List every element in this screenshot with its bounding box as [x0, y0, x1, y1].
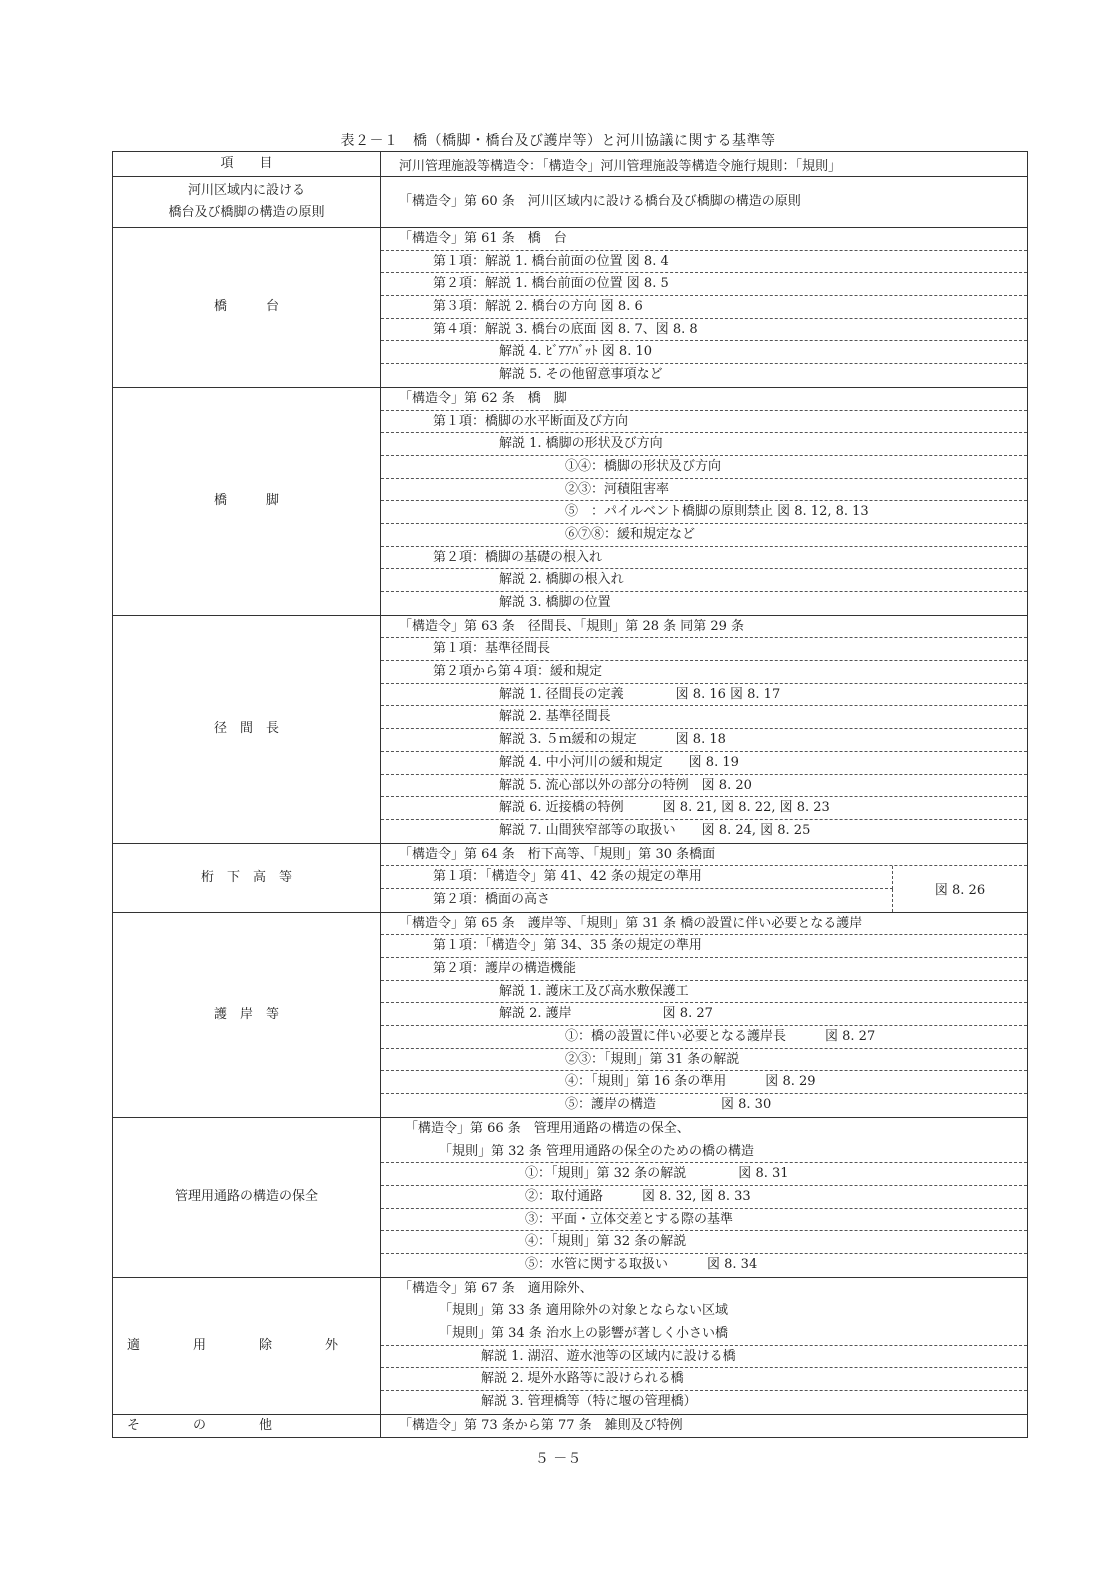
content-line: 解説 6. 近接橋の特例 図 8. 21, 図 8. 22, 図 8. 23: [381, 797, 1027, 820]
table-header-row: [113, 152, 1028, 177]
content-line: 「構造令」第 65 条 護岸等、「規則」第 31 条 橋の設置に伴い必要となる護岸: [381, 913, 1027, 936]
content-line: 第１項：基準径間長: [381, 638, 1027, 661]
content-line: 「構造令」第 62 条 橋 脚: [381, 388, 1027, 411]
row-content-pier: [381, 387, 1028, 615]
content-line: ②③：「規則」第 31 条の解説: [381, 1049, 1027, 1072]
content-line: 「規則」第 34 条 治水上の影響が著しく小さい橋: [381, 1323, 1027, 1346]
row-label-pier: 橋 脚: [113, 387, 381, 615]
header-item-cell: 項 目: [113, 152, 381, 177]
content-line: ③：平面・立体交差とする際の基準: [381, 1209, 1027, 1232]
content-line: 「構造令」第 66 条 管理用通路の構造の保全、: [405, 1120, 690, 1136]
row-label-other: そ の 他: [113, 1414, 381, 1438]
content-line: 解説 4. ﾋﾞｱｱﾊﾞｯﾄ 図 8. 10: [381, 341, 1027, 364]
table-row: [113, 1117, 1028, 1277]
row-label-exemption: 適 用 除 外: [113, 1277, 381, 1414]
content-line: ①④：橋脚の形状及び方向: [381, 456, 1027, 479]
clearance-subrows: [381, 866, 1027, 911]
content-line: ②③：河積阻害率: [381, 479, 1027, 502]
content-line: ①：橋の設置に伴い必要となる護岸長 図 8. 27: [381, 1026, 1027, 1049]
content-line: 解説 2. 護岸 図 8. 27: [381, 1003, 1027, 1026]
row-content-clearance: [381, 843, 1028, 912]
content-line: ⑤：護岸の構造 図 8. 30: [565, 1097, 772, 1113]
content-line: 第２項：橋脚の基礎の根入れ: [381, 547, 1027, 570]
content-line: 解説 2. 堤外水路等に設けられる橋: [381, 1368, 1027, 1391]
content-line: ④：「規則」第 32 条の解説: [381, 1231, 1027, 1254]
content-line: 第１項：解説 1. 橋台前面の位置 図 8. 4: [381, 251, 1027, 274]
row-label-abutment: 橋 台: [113, 228, 381, 388]
content-line: 解説 3. ５ｍ緩和の規定 図 8. 18: [381, 729, 1027, 752]
table-row: [113, 228, 1028, 388]
content-line: 第１項：「構造令」第 34、35 条の規定の準用: [381, 935, 1027, 958]
content-line: 「構造令」第 61 条 橋 台: [381, 228, 1027, 251]
page-number: ５ －５: [534, 1451, 582, 1467]
row-label-maintenance-road: 管理用通路の構造の保全: [113, 1117, 381, 1277]
content-line: 解説 1. 湖沼、遊水池等の区域内に設ける橋: [381, 1346, 1027, 1369]
table-row: [113, 1277, 1028, 1414]
content-line: 第２項：護岸の構造機能: [381, 958, 1027, 981]
content-line: 解説 3. 橋脚の位置: [499, 595, 611, 610]
content-line: 解説 1. 護床工及び高水敷保護工: [381, 981, 1027, 1004]
content-line: 第１項：「構造令」第 41、42 条の規定の準用: [381, 866, 893, 889]
header-abbrev-cell: 河川管理施設等構造令：「構造令」河川管理施設等構造令施行規則：「規則」: [381, 152, 1028, 177]
row-content-abutment: [381, 228, 1028, 388]
table-row: [113, 387, 1028, 615]
content-line: ①：「規則」第 32 条の解説 図 8. 31: [381, 1163, 1027, 1186]
table-row: [113, 177, 1028, 228]
table-row: [113, 843, 1028, 912]
content-line: 第４項：解説 3. 橋台の底面 図 8. 7、図 8. 8: [381, 319, 1027, 342]
content-line: 「構造令」第 64 条 桁下高等、「規則」第 30 条橋面: [381, 844, 1027, 867]
content-line: ④：「規則」第 16 条の準用 図 8. 29: [381, 1071, 1027, 1094]
content-line: 解説 1. 橋脚の形状及び方向: [381, 433, 1027, 456]
content-line: 「規則」第 33 条 適用除外の対象とならない区域: [439, 1303, 728, 1319]
content-line: 解説 4. 中小河川の緩和規定 図 8. 19: [381, 752, 1027, 775]
content-line: ⑤：水管に関する取扱い 図 8. 34: [525, 1256, 758, 1272]
content-line: 解説 7. 山間狭窄部等の取扱い 図 8. 24, 図 8. 25: [499, 822, 811, 838]
content-line: 解説 3. 管理橋等（特に堰の管理橋）: [481, 1394, 697, 1410]
row-content-other: [381, 1414, 1028, 1438]
content-line: 解説 1. 径間長の定義 図 8. 16 図 8. 17: [381, 684, 1027, 707]
standards-table: [112, 151, 1028, 1438]
table-row: [113, 615, 1028, 843]
row-label-line: 橋台及び橋脚の構造の原則: [168, 205, 325, 220]
row-label-text: [168, 183, 324, 220]
content-line: 第２項：解説 1. 橋台前面の位置 図 8. 5: [381, 273, 1027, 296]
row-content-principle: [381, 177, 1028, 228]
content-line: 第２項から第４項：緩和規定: [381, 661, 1027, 684]
content-line: 解説 5. その他留意事項など: [499, 367, 663, 383]
table-row: [113, 912, 1028, 1117]
content-line: 「構造令」第 63 条 径間長、「規則」第 28 条 同第 29 条: [381, 616, 1027, 639]
table-caption: 表２－１ 橋（橋脚・橋台及び護岸等）と河川協議に関する基準等: [340, 133, 776, 149]
row-label-principle: [113, 177, 381, 228]
row-label-clearance: 桁 下 高 等: [113, 843, 381, 912]
content-line: 第２項：橋面の高さ: [381, 889, 893, 912]
content-line: 第３項：解説 2. 橋台の方向 図 8. 6: [381, 296, 1027, 319]
row-label-revetment: 護 岸 等: [113, 912, 381, 1117]
content-line: 解説 5. 流心部以外の部分の特例 図 8. 20: [381, 775, 1027, 798]
content-line: ⑥⑦⑧：緩和規定など: [381, 524, 1027, 547]
content-line: 「構造令」第 60 条 河川区域内に設ける橋台及び橋脚の構造の原則: [399, 193, 801, 209]
row-content-exemption: [381, 1277, 1028, 1414]
row-content-span-length: [381, 615, 1028, 843]
content-line: 「規則」第 32 条 管理用通路の保全のための橋の構造: [381, 1141, 1027, 1164]
row-label-span-length: 径 間 長: [113, 615, 381, 843]
content-line: 「構造令」第 67 条 適用除外、: [399, 1280, 593, 1296]
figure-reference: 図 8. 26: [934, 883, 986, 899]
content-line: 「構造令」第 73 条から第 77 条 雑則及び特例: [399, 1417, 683, 1433]
row-content-revetment: [381, 912, 1028, 1117]
table-row: [113, 1414, 1028, 1438]
content-line: 第１項：橋脚の水平断面及び方向: [381, 411, 1027, 434]
row-content-maintenance-road: [381, 1117, 1028, 1277]
content-line: ②：取付通路 図 8. 32, 図 8. 33: [381, 1186, 1027, 1209]
content-line: 解説 2. 橋脚の根入れ: [381, 569, 1027, 592]
row-label-line: 河川区域内に設ける: [187, 183, 305, 198]
content-line: ⑤ ：パイルベント橋脚の原則禁止 図 8. 12, 8. 13: [381, 501, 1027, 524]
content-line: 解説 2. 基準径間長: [381, 706, 1027, 729]
